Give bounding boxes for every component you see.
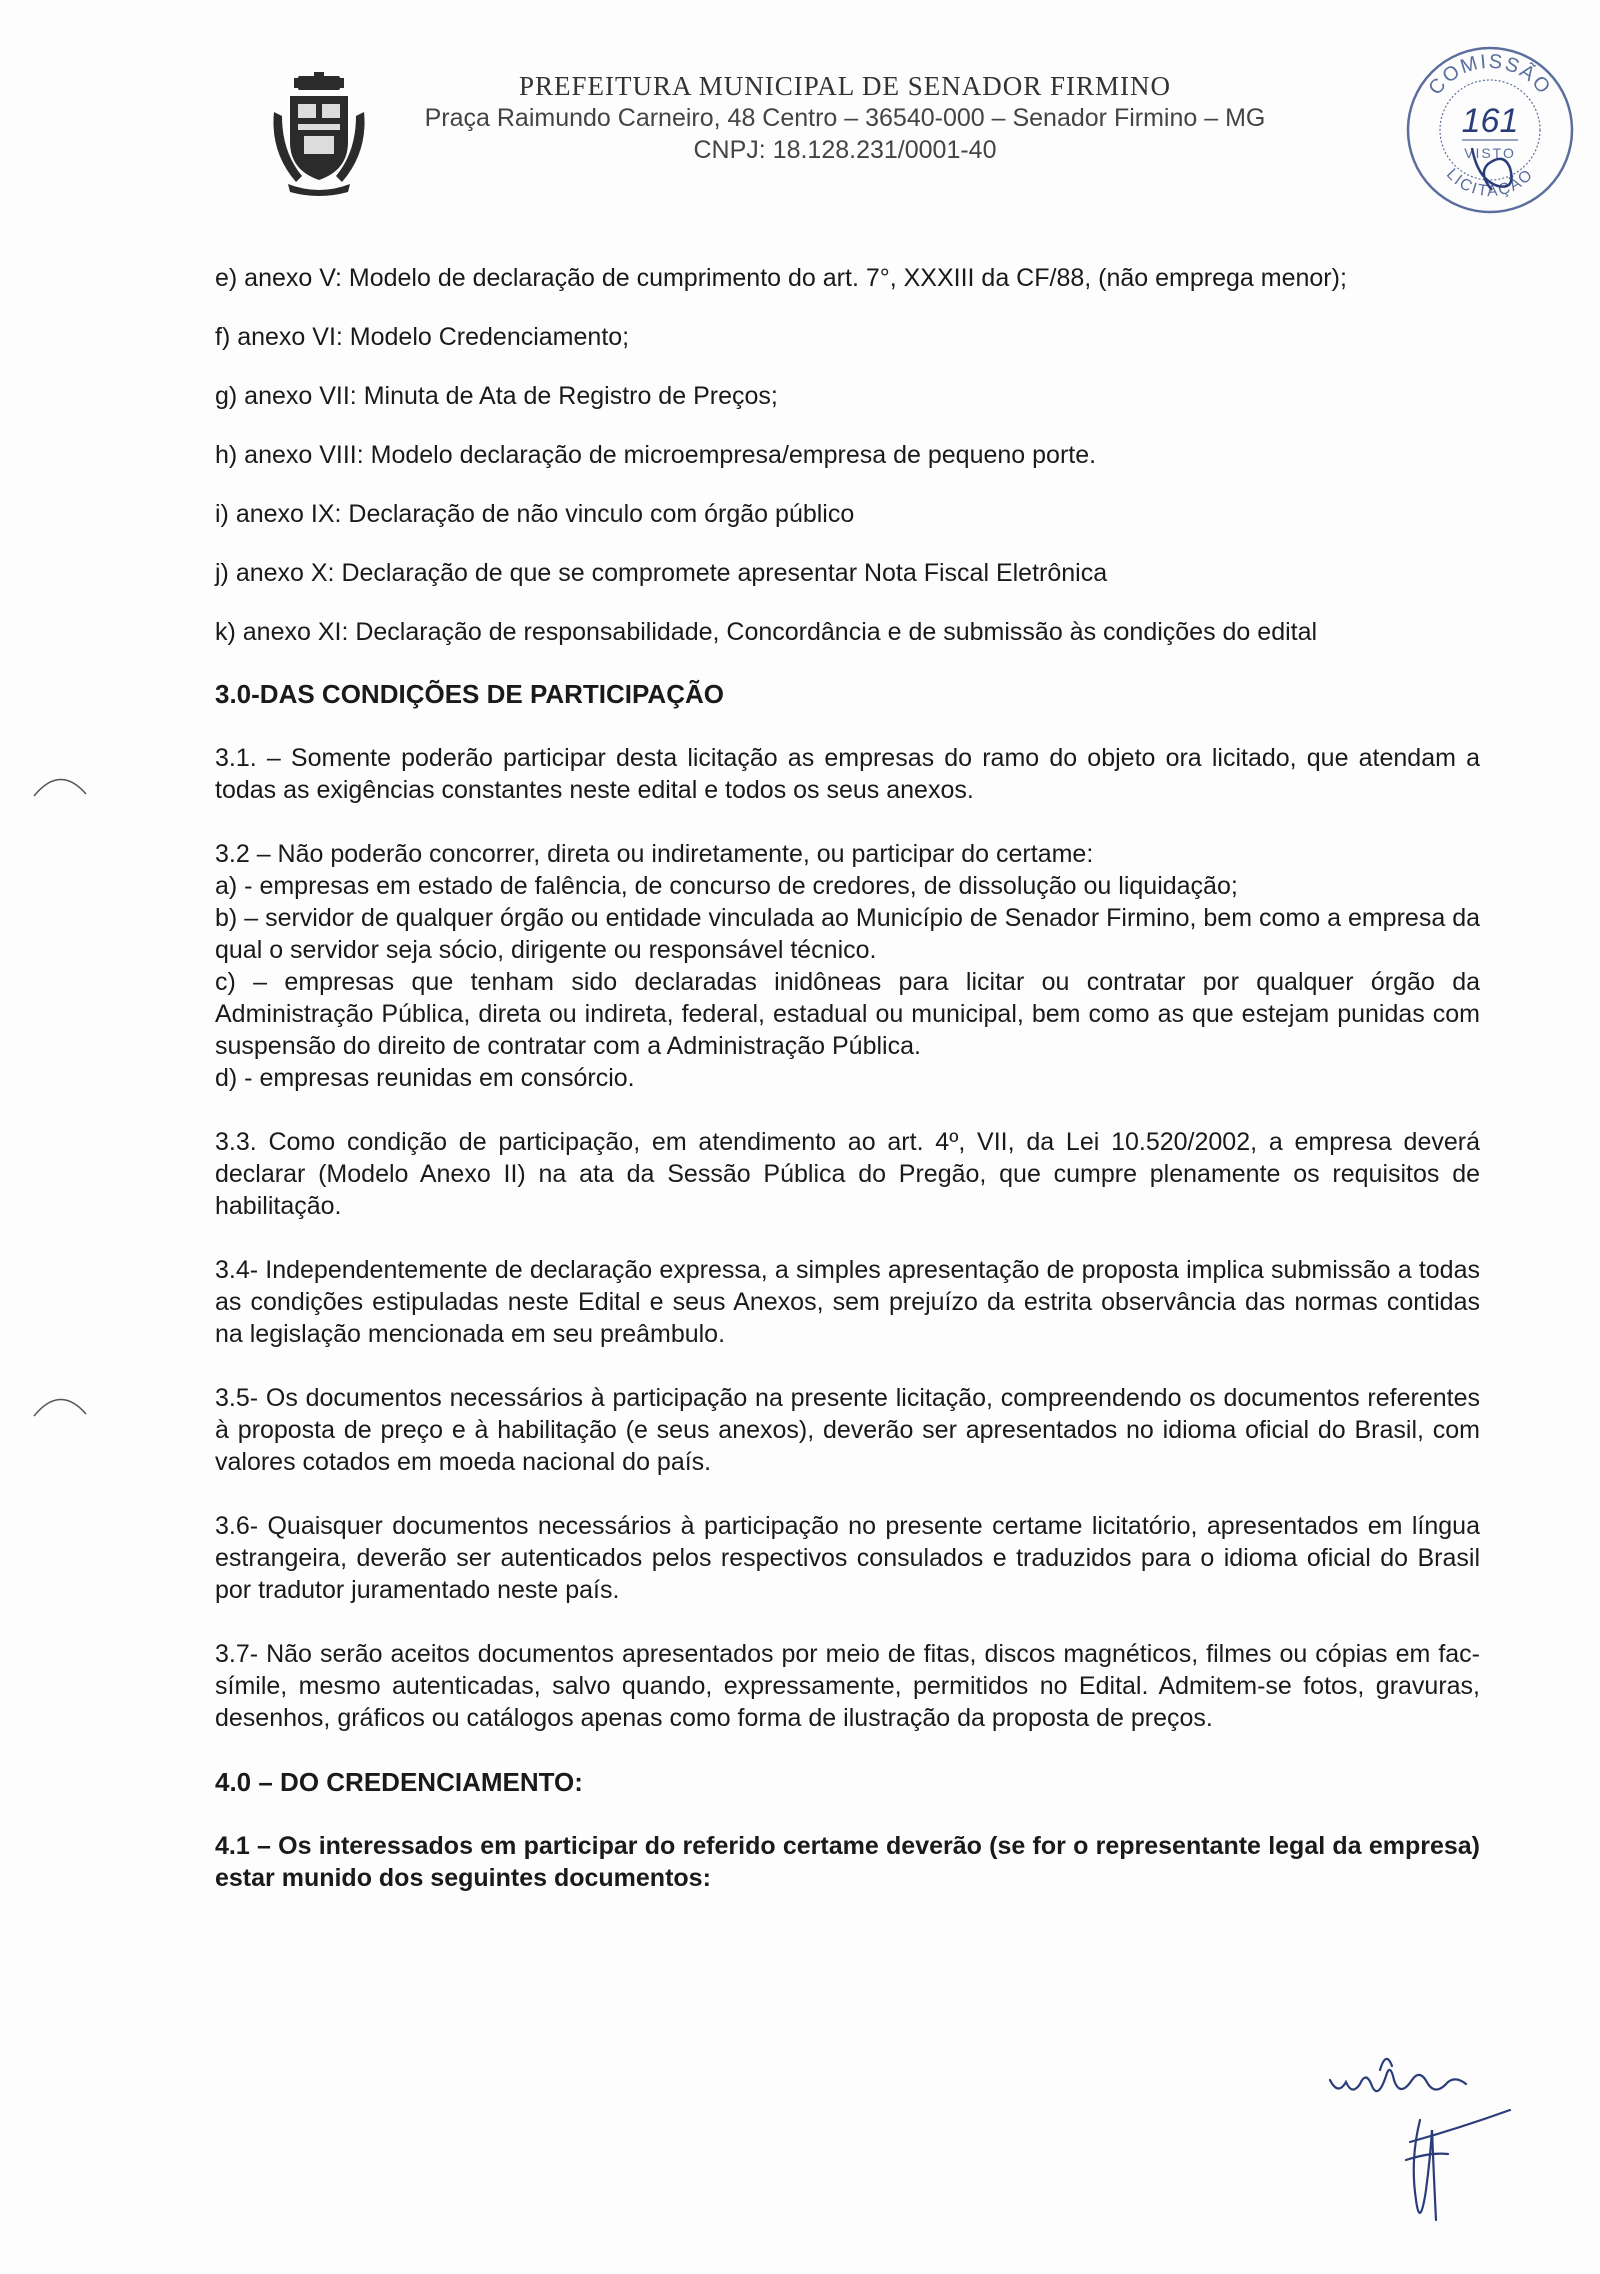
clause-3-6: 3.6- Quaisquer documentos necessários à participação no presente certame licitatório, apresentados em língua estrangeira, deverão ser autenticados pelos respectivos consulados e traduzidos para o idioma oficial do Brasil por tradutor juramentado neste país. xyxy=(215,1512,1480,1604)
svg-text:COMISSÃO xyxy=(1424,51,1555,100)
clause-3-2-b: b) – servidor de qualquer órgão ou entidade vinculada ao Município de Senador Firmino, bem como a empresa da qual o servidor seja sócio, dirigente ou responsável técnico. xyxy=(215,904,1480,964)
annex-list xyxy=(215,262,1480,648)
section-4-title: 4.0 – DO CREDENCIAMENTO: xyxy=(215,1767,583,1797)
margin-mark-icon xyxy=(30,1390,90,1420)
clause-3-1: 3.1. – Somente poderão participar desta licitação as empresas do ramo do objeto ora licitado, que atendam a todas as exigências constantes neste edital e todos os seus anexos. xyxy=(215,744,1480,804)
annex-item: k) anexo XI: Declaração de responsabilidade, Concordância e de submissão às condições do edital xyxy=(215,618,1318,646)
annex-item: g) anexo VII: Minuta de Ata de Registro de Preços; xyxy=(215,382,778,410)
clause-3-2-c: c) – empresas que tenham sido declaradas inidôneas para licitar ou contratar por qualquer órgão da Administração Pública, direta ou indireta, federal, estadual ou municipal, bem como as que estejam punidas com suspensão do direito de contratar com a Administração Pública. xyxy=(215,968,1480,1060)
handwritten-signature-icon xyxy=(1320,2040,1520,2240)
organization-address: Praça Raimundo Carneiro, 48 Centro – 36540-000 – Senador Firmino – MG xyxy=(424,104,1266,132)
stamp-top-text: COMISSÃO xyxy=(1424,50,1556,100)
annex-item: f) anexo VI: Modelo Credenciamento; xyxy=(215,323,630,351)
clause-3-2-a: a) - empresas em estado de falência, de concurso de credores, de dissolução ou liquidação; xyxy=(215,872,1238,900)
stamp-bottom-text: LICITAÇÃO xyxy=(1442,165,1538,201)
annex-item: i) anexo IX: Declaração de não vinculo com órgão público xyxy=(215,500,855,528)
document-body xyxy=(215,262,1480,1894)
stamp-number: 161 xyxy=(1461,102,1519,140)
annex-item: h) anexo VIII: Modelo declaração de microempresa/empresa de pequeno porte. xyxy=(215,441,1097,469)
clause-3-2-intro: 3.2 – Não poderão concorrer, direta ou indiretamente, ou participar do certame: xyxy=(215,840,1094,868)
clause-3-2-d: d) - empresas reunidas em consórcio. xyxy=(215,1064,635,1092)
organization-name: PREFEITURA MUNICIPAL DE SENADOR FIRMINO xyxy=(518,71,1172,101)
clause-3-2 xyxy=(215,838,1480,1094)
clause-3-4: 3.4- Independentemente de declaração expressa, a simples apresentação de proposta implica submissão a todas as condições estipuladas neste Edital e seus Anexos, sem prejuízo da estrita observância das normas contidas na legislação mencionada em seu preâmbulo. xyxy=(215,1256,1480,1348)
margin-mark-icon xyxy=(30,770,90,800)
clause-4-1: 4.1 – Os interessados em participar do referido certame deverão (se for o representante legal da empresa) estar munido dos seguintes documentos: xyxy=(215,1832,1480,1892)
annex-item: j) anexo X: Declaração de que se compromete apresentar Nota Fiscal Eletrônica xyxy=(215,559,1108,587)
annex-item: e) anexo V: Modelo de declaração de cumprimento do art. 7°, XXXIII da CF/88, (não emprega menor); xyxy=(215,264,1347,292)
clause-3-3: 3.3. Como condição de participação, em atendimento ao art. 4º, VII, da Lei 10.520/2002, a empresa deverá declarar (Modelo Anexo II) na ata da Sessão Pública do Pregão, que cumpre plenamente os requisitos de habilitação. xyxy=(215,1128,1480,1220)
clause-3-7: 3.7- Não serão aceitos documentos apresentados por meio de fitas, discos magnéticos, filmes ou cópias em fac-símile, mesmo autenticadas, salvo quando, expressamente, permitidos no Edital. Admitem-se fotos, gravuras, desenhos, gráficos ou catálogos apenas como forma de ilustração da proposta de preços. xyxy=(215,1640,1480,1732)
commission-stamp xyxy=(1400,40,1580,220)
section-3-title: 3.0-DAS CONDIÇÕES DE PARTICIPAÇÃO xyxy=(215,679,724,709)
clause-3-5: 3.5- Os documentos necessários à participação na presente licitação, compreendendo os documentos referentes à proposta de preço e à habilitação (e seus anexos), deverão ser apresentados no idioma oficial do Brasil, com valores cotados em moeda nacional do país. xyxy=(215,1384,1480,1476)
organization-cnpj: CNPJ: 18.128.231/0001-40 xyxy=(693,136,997,164)
letterhead xyxy=(270,70,1420,166)
stamp-visto: VISTO xyxy=(1464,145,1516,161)
